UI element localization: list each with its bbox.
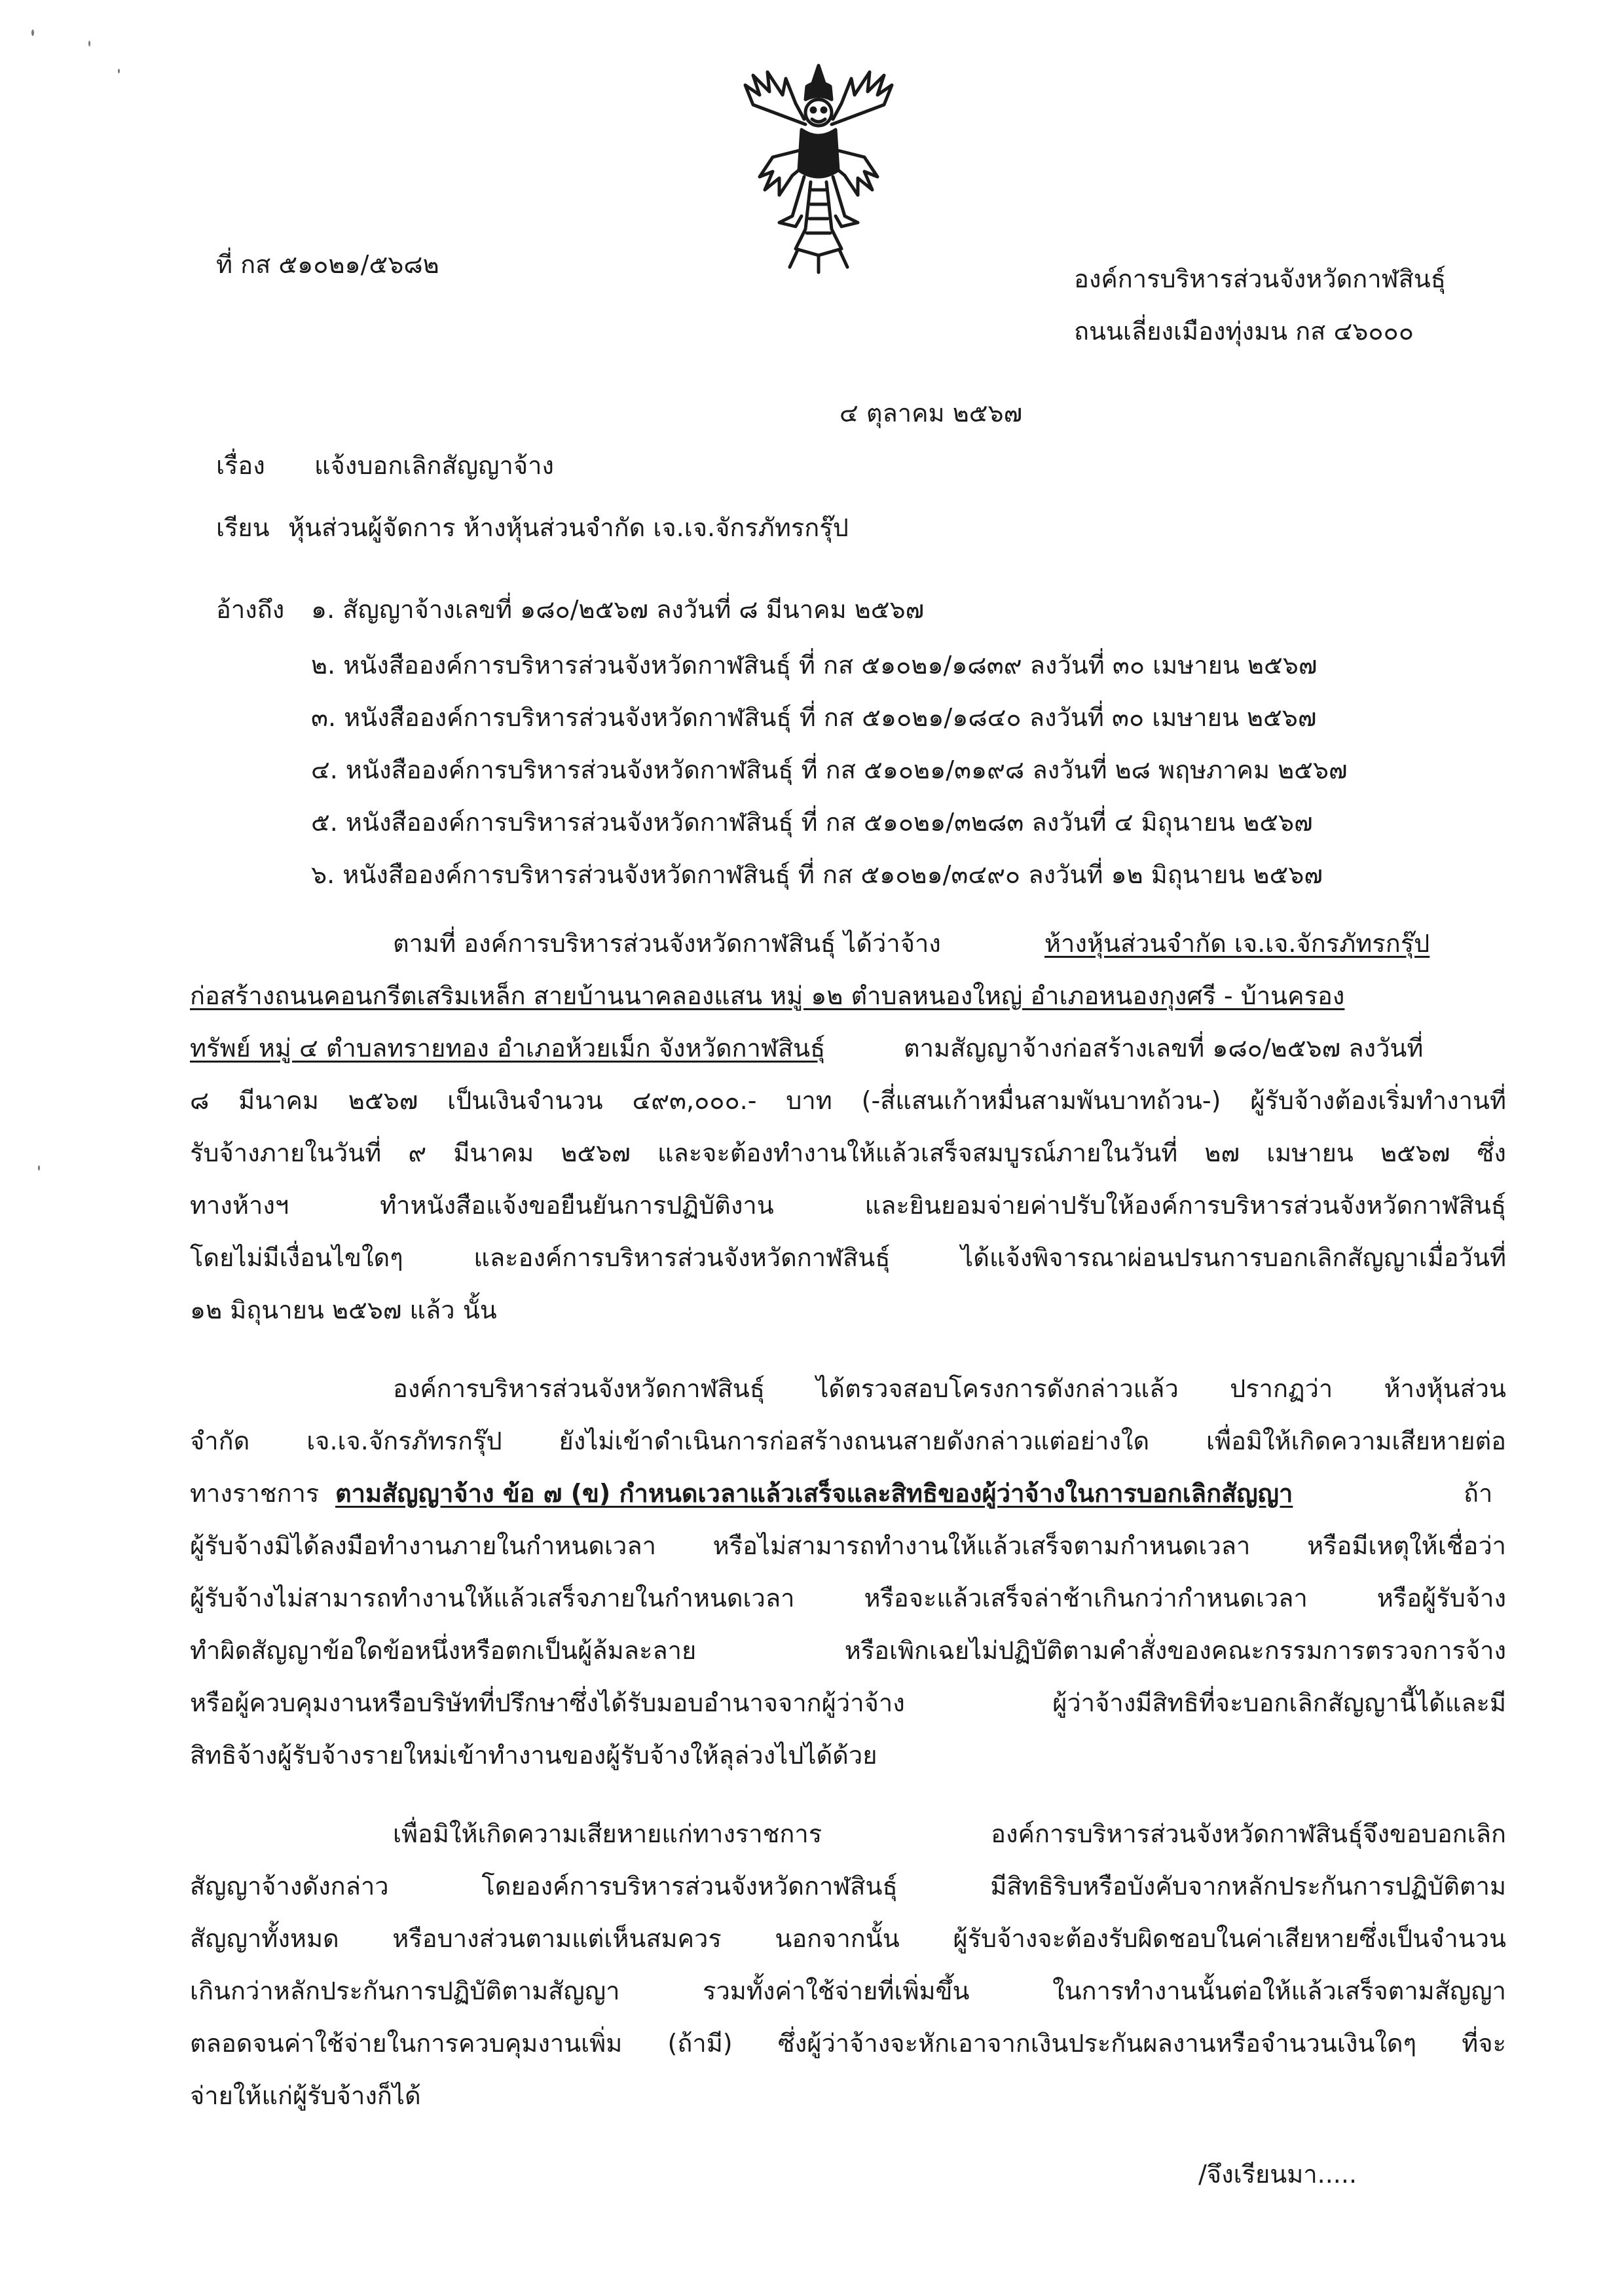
para2-line: ทำผิดสัญญาข้อใดข้อหนึ่งหรือตกเป็นผู้ล้มละลาย หรือเพิกเฉยไม่ปฏิบัติตามคำสั่งของคณะกรรมการตรวจการจ้าง — [190, 1636, 1506, 1665]
para2-line: องค์การบริหารส่วนจังหวัดกาฬสินธุ์ ได้ตรวจสอบโครงการดังกล่าวแล้ว ปรากฏว่า ห้างหุ้นส่วน — [393, 1374, 1506, 1403]
reference-item: ๑. สัญญาจ้างเลขที่ ๑๘๐/๒๕๖๗ ลงวันที่ ๘ มีนาคม ๒๕๖๗ — [311, 595, 925, 624]
para1-line: รับจ้างภายในวันที่ ๙ มีนาคม ๒๕๖๗ และจะต้องทำงานให้แล้วเสร็จสมบูรณ์ภายในวันที่ ๒๗ เมษายน ๒๕๖๗ ซึ่ง — [190, 1139, 1506, 1167]
para3-line: เกินกว่าหลักประกันการปฏิบัติตามสัญญา รวมทั้งค่าใช้จ่ายที่เพิ่มขึ้น ในการทำงานนั้นต่อให้แล้วเสร็จตามสัญญา — [190, 1977, 1506, 2005]
scan-speck — [118, 69, 120, 73]
reference-item: ๓. หนังสือองค์การบริหารส่วนจังหวัดกาฬสินธุ์ ที่ กส ๕๑๐๒๑/๑๘๔๐ ลงวันที่ ๓๐ เมษายน ๒๕๖๗ — [311, 703, 1317, 732]
para3-line: สัญญาทั้งหมด หรือบางส่วนตามแต่เห็นสมควร นอกจากนั้น ผู้รับจ้างจะต้องรับผิดชอบในค่าเสียหายซึ่งเป็นจำนวน — [190, 1924, 1506, 1953]
para1-line: ตามสัญญาจ้างก่อสร้างเลขที่ ๑๘๐/๒๕๖๗ ลงวันที่ — [904, 1034, 1424, 1063]
reference-item: ๔. หนังสือองค์การบริหารส่วนจังหวัดกาฬสินธุ์ ที่ กส ๕๑๐๒๑/๓๑๙๘ ลงวันที่ ๒๘ พฤษภาคม ๒๕๖๗ — [311, 756, 1348, 784]
para2-line: จำกัด เจ.เจ.จักรภัทรกรุ๊ป ยังไม่เข้าดำเนินการก่อสร้างถนนสายดังกล่าวแต่อย่างใด เพื่อมิให้เกิดความเสียหายต่อ — [190, 1427, 1506, 1455]
para2-line: สิทธิจ้างผู้รับจ้างรายใหม่เข้าทำงานของผู้รับจ้างให้ลุล่วงไปได้ด้วย — [190, 1741, 877, 1770]
para1-line: ๑๒ มิถุนายน ๒๕๖๗ แล้ว นั้น — [190, 1296, 497, 1324]
para1-line: โดยไม่มีเงื่อนไขใดๆ และองค์การบริหารส่วนจังหวัดกาฬสินธุ์ ได้แจ้งพิจารณาผ่อนปรนการบอกเลิกสัญญาเมื่อวันที่ — [190, 1243, 1506, 1272]
project-location-underlined: ทรัพย์ หมู่ ๔ ตำบลทรายทอง อำเภอห้วยเม็ก จังหวัดกาฬสินธุ์ — [190, 1034, 826, 1063]
letter-date: ๔ ตุลาคม ๒๕๖๗ — [840, 399, 1023, 428]
project-name-underlined: ก่อสร้างถนนคอนกรีตเสริมเหล็ก สายบ้านนาคลองแสน หมู่ ๑๒ ตำบลหนองใหญ่ อำเภอหนองกุงศรี - บ้านครอง — [190, 981, 1345, 1010]
para1-line: ตามที่ องค์การบริหารส่วนจังหวัดกาฬสินธุ์ ได้ว่าจ้าง — [393, 929, 941, 958]
recipient-text: หุ้นส่วนผู้จัดการ ห้างหุ้นส่วนจำกัด เจ.เจ.จักรภัทรกรุ๊ป — [288, 513, 849, 542]
agency-address: ถนนเลี่ยงเมืองทุ่งมน กส ๔๖๐๐๐ — [1074, 317, 1414, 346]
para3-line: เพื่อมิให้เกิดความเสียหายแก่ทางราชการ องค์การบริหารส่วนจังหวัดกาฬสินธุ์จึงขอบอกเลิก — [393, 1819, 1506, 1848]
reference-item: ๖. หนังสือองค์การบริหารส่วนจังหวัดกาฬสินธุ์ ที่ กส ๕๑๐๒๑/๓๔๙๐ ลงวันที่ ๑๒ มิถุนายน ๒๕๖๗ — [311, 860, 1323, 889]
subject-label: เรื่อง — [216, 451, 265, 480]
para3-line: สัญญาจ้างดังกล่าว โดยองค์การบริหารส่วนจังหวัดกาฬสินธุ์ มีสิทธิริบหรือบังคับจากหลักประกันการปฏิบัติตาม — [190, 1872, 1506, 1901]
para3-line: จ่ายให้แก่ผู้รับจ้างก็ได้ — [190, 2081, 421, 2110]
references-label: อ้างถึง — [216, 595, 285, 624]
subject-text: แจ้งบอกเลิกสัญญาจ้าง — [314, 451, 554, 480]
scan-speck — [88, 41, 90, 46]
agency-name: องค์การบริหารส่วนจังหวัดกาฬสินธุ์ — [1074, 264, 1446, 293]
contractor-name-underlined: ห้างหุ้นส่วนจำกัด เจ.เจ.จักรภัทรกรุ๊ป — [1044, 929, 1430, 958]
para2-line: ผู้รับจ้างไม่สามารถทำงานให้แล้วเสร็จภายในกำหนดเวลา หรือจะแล้วเสร็จล่าช้าเกินกว่ากำหนดเวลา หรือผู้รับจ้าง — [190, 1584, 1506, 1613]
para3-line: ตลอดจนค่าใช้จ่ายในการควบคุมงานเพิ่ม (ถ้ามี) ซึ่งผู้ว่าจ้างจะหักเอาจากเงินประกันผลงานหรือจำนวนเงินใดๆ ที่จะ — [190, 2029, 1506, 2058]
para2-line: ถ้า — [1464, 1479, 1493, 1508]
contract-clause-underlined: ตามสัญญาจ้าง ข้อ ๗ (ข) กำหนดเวลาแล้วเสร็จและสิทธิของผู้ว่าจ้างในการบอกเลิกสัญญา — [335, 1479, 1293, 1508]
para2-line: ทางราชการ — [190, 1479, 320, 1508]
reference-item: ๕. หนังสือองค์การบริหารส่วนจังหวัดกาฬสินธุ์ ที่ กส ๕๑๐๒๑/๓๒๘๓ ลงวันที่ ๔ มิถุนายน ๒๕๖๗ — [311, 808, 1313, 837]
para2-line: ผู้รับจ้างมิได้ลงมือทำงานภายในกำหนดเวลา หรือไม่สามารถทำงานให้แล้วเสร็จตามกำหนดเวลา หรือมีเหตุให้เชื่อว่า — [190, 1531, 1506, 1560]
recipient-label: เรียน — [216, 513, 270, 542]
para1-line: ๘ มีนาคม ๒๕๖๗ เป็นเงินจำนวน ๔๙๓,๐๐๐.- บาท (-สี่แสนเก้าหมื่นสามพันบาทถ้วน-) ผู้รับจ้างต้องเริ่มทำงานที่ — [190, 1086, 1506, 1115]
para2-line: หรือผู้ควบคุมงานหรือบริษัทที่ปรึกษาซึ่งได้รับมอบอำนาจจากผู้ว่าจ้าง ผู้ว่าจ้างมีสิทธิที่จะบอกเลิกสัญญานี้ได้และมี — [190, 1688, 1506, 1717]
reference-number: ที่ กส ๕๑๐๒๑/๕๖๘๒ — [216, 250, 439, 279]
scan-speck — [31, 29, 34, 36]
continuation-marker: /จึงเรียนมา..... — [1198, 2160, 1357, 2189]
scan-speck — [38, 1165, 40, 1171]
reference-item: ๒. หนังสือองค์การบริหารส่วนจังหวัดกาฬสินธุ์ ที่ กส ๕๑๐๒๑/๑๘๓๙ ลงวันที่ ๓๐ เมษายน ๒๕๖๗ — [311, 651, 1318, 680]
garuda-emblem-icon — [733, 59, 904, 275]
para1-line: ทางห้างฯ ทำหนังสือแจ้งขอยืนยันการปฏิบัติงาน และยินยอมจ่ายค่าปรับให้องค์การบริหารส่วนจังหวัดกาฬสินธุ์ — [190, 1191, 1506, 1220]
